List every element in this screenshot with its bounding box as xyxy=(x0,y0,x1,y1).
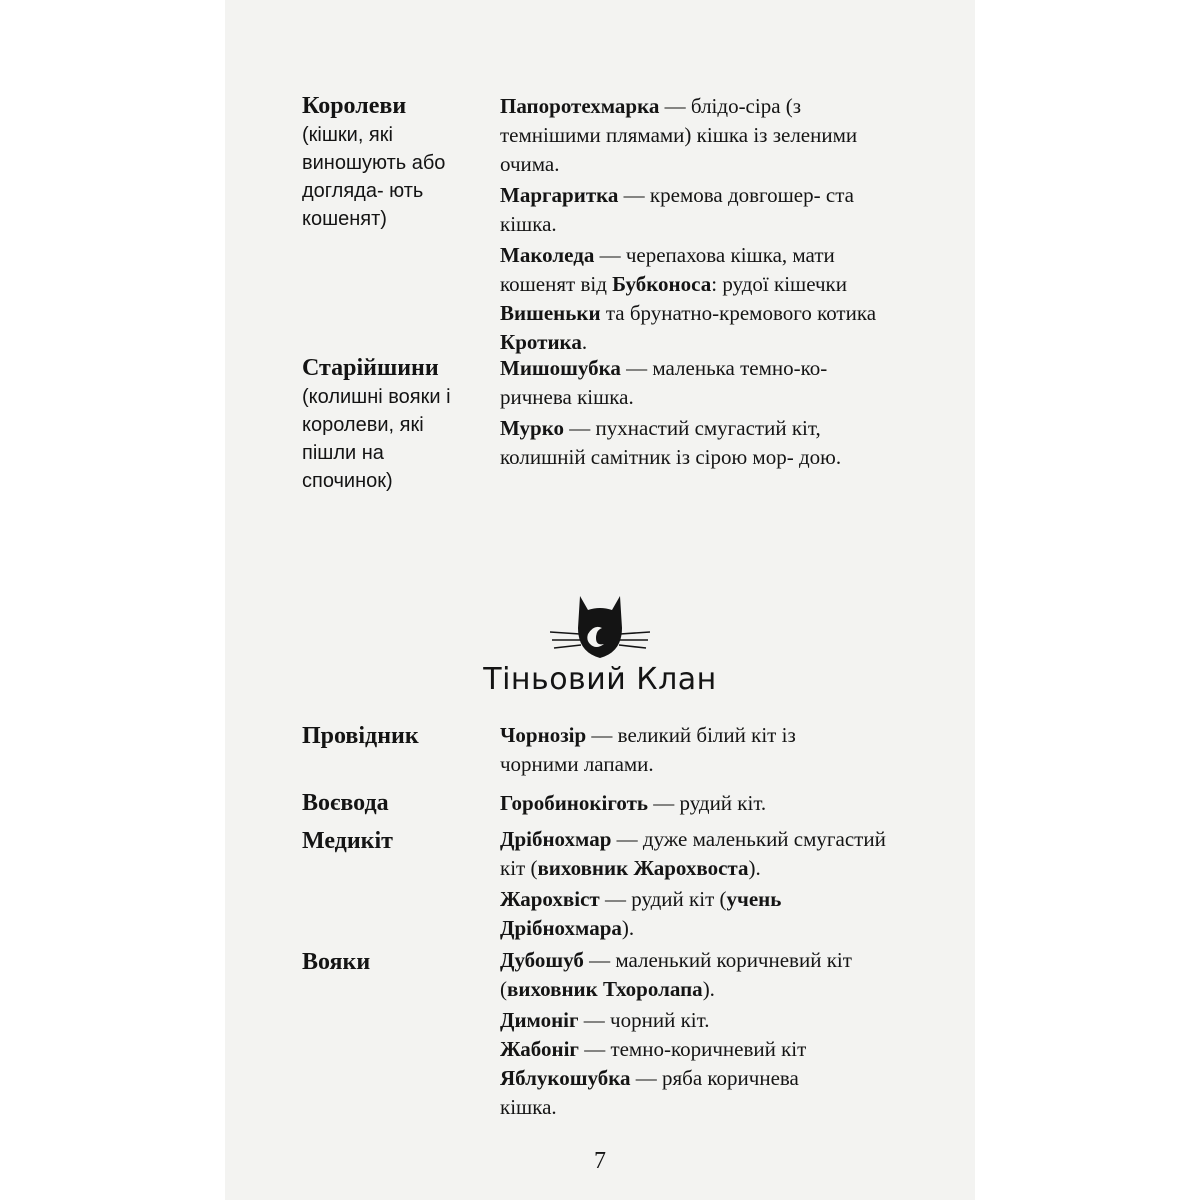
book-page xyxy=(225,0,975,1200)
entry-bold: виховник Тхоролапа xyxy=(507,977,703,1001)
role-title: Медикіт xyxy=(302,828,393,854)
role-title: Вояки xyxy=(302,949,371,975)
entry-name: Дрібнохмар xyxy=(500,827,612,851)
entry-text: — блідо-сіра (з темнішими плямами) кішка із зеленими очима. xyxy=(500,94,858,176)
entry-text: ). xyxy=(621,916,635,940)
entries-deputy xyxy=(500,789,900,818)
entry-name: Горобинокіготь xyxy=(500,791,648,815)
entry-text: — темно-коричневий кіт xyxy=(578,1037,807,1061)
role-title: Старійшини xyxy=(302,355,439,381)
entry-text: — чорний кіт. xyxy=(578,1008,710,1032)
entries-queens xyxy=(500,92,900,357)
entry-bold: Кротика xyxy=(500,330,582,354)
entry-text: ). xyxy=(748,856,761,880)
entry-name: Маколеда xyxy=(500,243,595,267)
role-queens xyxy=(302,92,502,233)
entry xyxy=(500,946,900,1004)
clan-header xyxy=(225,588,975,697)
clan-title: Тіньовий Клан xyxy=(483,662,717,697)
entry-name: Папоротехмарка xyxy=(500,94,660,118)
entry-text: — рудий кіт. xyxy=(647,791,767,815)
role-note: (кішки, які виношують або догляда- ють кошенят) xyxy=(302,124,446,230)
entry-name: Яблукошубка xyxy=(500,1066,631,1090)
entry xyxy=(500,789,900,818)
entry xyxy=(500,414,900,472)
entry-name: Жарохвіст xyxy=(500,887,600,911)
role-deputy xyxy=(302,789,502,818)
entry-bold: виховник Жарохвоста xyxy=(537,856,749,880)
entry-text: — ряба коричнева кішка. xyxy=(500,1066,799,1119)
entry-bold: Бубконоса xyxy=(612,272,712,296)
entry-name: Дубошуб xyxy=(500,948,584,972)
role-leader xyxy=(302,722,502,751)
entry-name: Жабоніг xyxy=(500,1037,579,1061)
entries-leader xyxy=(500,721,900,779)
entry-name: Димоніг xyxy=(500,1008,579,1032)
entry xyxy=(500,241,900,357)
entry xyxy=(500,1035,900,1064)
entry-text: та брунатно-кремового котика xyxy=(600,301,877,325)
entry-text: — маленька темно-ко- ричнева кішка. xyxy=(500,356,828,409)
entry-name: Маргаритка xyxy=(500,183,619,207)
role-title: Королеви xyxy=(302,93,407,119)
entry-name: Мишошубка xyxy=(500,356,621,380)
entries-medicine-cat xyxy=(500,825,900,943)
entry xyxy=(500,354,900,412)
entry-text: : рудої кішечки xyxy=(711,272,847,296)
entry-text: — великий білий кіт із чорними лапами. xyxy=(500,723,796,776)
entry-text: — рудий кіт ( xyxy=(599,887,727,911)
entry xyxy=(500,825,900,883)
entry xyxy=(500,885,900,943)
entry xyxy=(500,1006,900,1035)
entry-name: Чорнозір xyxy=(500,723,587,747)
entry xyxy=(500,721,840,779)
entry-bold: учень Дрібнохмара xyxy=(500,887,782,940)
role-elders xyxy=(302,354,502,495)
entry-text: — дуже маленький смугастий кіт ( xyxy=(500,827,886,880)
role-title: Воєвода xyxy=(302,790,389,816)
entry-text: ). xyxy=(702,977,715,1001)
entry xyxy=(500,181,900,239)
entry-name: Мурко xyxy=(500,416,565,440)
entry-text: . xyxy=(581,330,588,354)
entry-bold: Вишеньки xyxy=(500,301,601,325)
role-warriors xyxy=(302,948,502,977)
page-number: 7 xyxy=(594,1148,606,1174)
cat-head-silhouette-icon xyxy=(550,588,650,668)
role-title: Провідник xyxy=(302,723,419,749)
entries-elders xyxy=(500,354,900,472)
entry-text: — черепахова кішка, мати кошенят від xyxy=(500,243,835,296)
entry-text: — пухнастий смугастий кіт, колишній самітник із сірою мор- дою. xyxy=(500,416,842,469)
role-note: (колишні вояки і королеви, які пішли на спочинок) xyxy=(302,386,451,492)
entries-warriors xyxy=(500,946,900,1122)
entry xyxy=(500,92,900,179)
entry-text: — кремова довгошер- ста кішка. xyxy=(500,183,854,236)
role-medicine-cat xyxy=(302,827,502,856)
entry xyxy=(500,1064,845,1122)
entry-text: — маленький коричневий кіт ( xyxy=(500,948,852,1001)
